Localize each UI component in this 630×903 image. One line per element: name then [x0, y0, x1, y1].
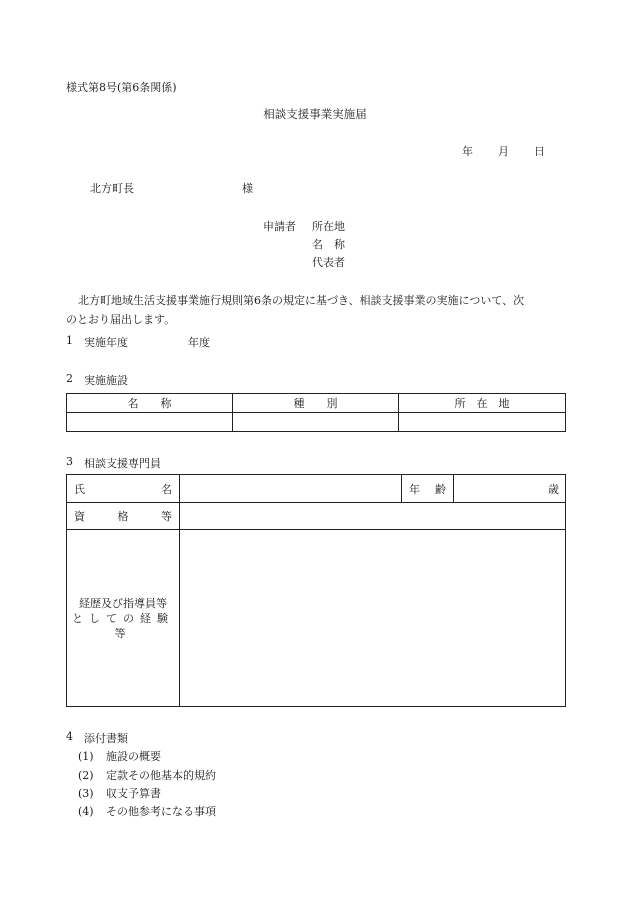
attachment-item-4	[78, 803, 216, 819]
attachment-item-1-num: (1)	[78, 750, 94, 763]
addressee-honorific: 様	[242, 182, 253, 195]
applicant-address-label: 所在地	[312, 220, 345, 233]
staff-qualification-label-mid: 格	[117, 510, 129, 523]
staff-experience-label-line2: としての経験等	[72, 611, 174, 640]
attachment-item-1-text: 施設の概要	[106, 750, 161, 763]
attachment-item-2	[78, 767, 216, 783]
staff-age-label	[402, 475, 454, 503]
section4-number: 4	[66, 730, 73, 743]
staff-experience-row	[67, 530, 566, 707]
facility-header-type: 種 別	[233, 394, 399, 413]
staff-qualification-row	[67, 503, 566, 530]
facility-table-row	[67, 413, 566, 432]
attachment-item-2-num: (2)	[78, 769, 94, 782]
date-year: 年	[462, 145, 473, 158]
staff-experience-cell[interactable]	[180, 530, 566, 707]
attachment-item-3-num: (3)	[78, 787, 94, 800]
facility-table-header-row	[67, 394, 566, 413]
staff-qualification-label	[67, 503, 180, 530]
staff-age-label-left: 年	[409, 482, 420, 496]
applicant-representative-label: 代表者	[312, 256, 345, 269]
facility-header-name: 名 称	[67, 394, 233, 413]
section3-label: 相談支援専門員	[84, 457, 161, 470]
section3-number: 3	[66, 455, 73, 468]
body-text-line2: のとおり届出します。	[66, 313, 176, 326]
section2-label: 実施施設	[84, 374, 128, 387]
applicant-label: 申請者	[263, 220, 296, 233]
staff-name-label-right: 名	[161, 482, 172, 496]
attachment-item-4-num: (4)	[78, 805, 94, 818]
form-number: 様式第8号(第6条関係)	[66, 81, 177, 94]
page-title: 相談支援事業実施届	[263, 107, 367, 121]
facility-name-cell[interactable]	[67, 413, 233, 432]
staff-name-label	[67, 475, 180, 503]
facility-header-address: 所 在 地	[399, 394, 566, 413]
staff-qualification-label-right: 等	[161, 510, 172, 523]
facility-table	[66, 393, 566, 432]
attachment-item-3-text: 収支予算書	[106, 787, 161, 800]
attachment-item-2-text: 定款その他基本的規約	[106, 769, 216, 782]
applicant-name-label: 名 称	[312, 238, 345, 251]
attachment-item-4-text: その他参考になる事項	[106, 805, 216, 818]
staff-age-label-right: 齢	[435, 482, 446, 496]
staff-experience-label	[67, 530, 180, 707]
attachment-item-1	[78, 748, 161, 764]
staff-age-cell[interactable]	[454, 475, 566, 503]
section4-label: 添付書類	[84, 732, 128, 745]
section1-number: 1	[66, 334, 73, 347]
facility-address-cell[interactable]	[399, 413, 566, 432]
date-month: 月	[498, 145, 509, 158]
staff-qualification-label-left: 資	[74, 510, 85, 523]
staff-name-row	[67, 475, 566, 503]
section1-label: 実施年度	[84, 336, 128, 349]
staff-name-cell[interactable]	[180, 475, 402, 503]
addressee-name: 北方町長	[90, 182, 134, 195]
staff-qualification-cell[interactable]	[180, 503, 566, 530]
staff-experience-label-line1: 経歴及び指導員等	[79, 596, 167, 610]
staff-age-unit: 歳	[548, 482, 559, 496]
attachment-item-3	[78, 785, 161, 801]
section1-suffix: 年度	[188, 336, 210, 349]
staff-name-label-left: 氏	[74, 482, 85, 496]
date-day: 日	[534, 145, 545, 158]
staff-table	[66, 474, 566, 707]
body-text-line1: 北方町地域生活支援事業施行規則第6条の規定に基づき、相談支援事業の実施について、次	[78, 294, 525, 307]
section2-number: 2	[66, 372, 73, 385]
facility-type-cell[interactable]	[233, 413, 399, 432]
